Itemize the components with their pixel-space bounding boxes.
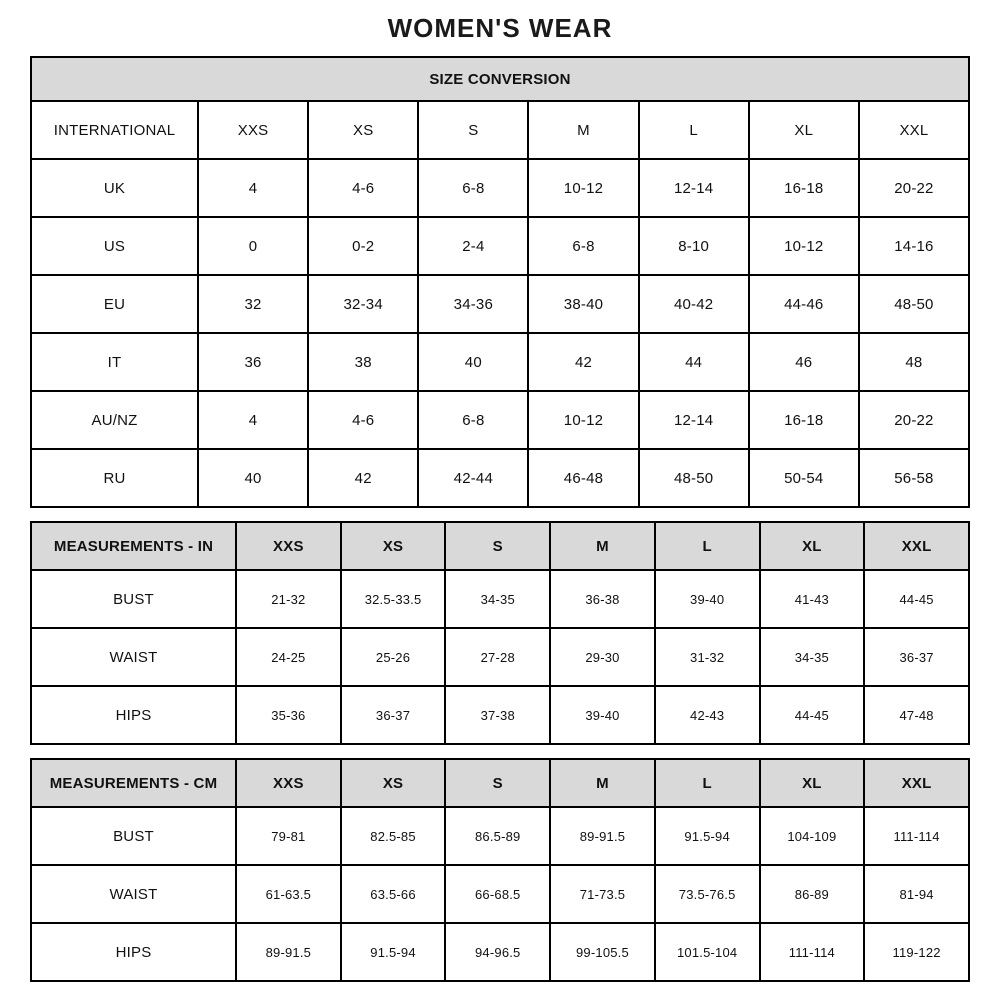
size-conversion-table bbox=[30, 56, 970, 508]
row-label-column-header: INTERNATIONAL bbox=[31, 101, 198, 159]
size-column-header: XL bbox=[760, 522, 865, 570]
value-cell: 12-14 bbox=[639, 159, 749, 217]
value-cell: 44-46 bbox=[749, 275, 859, 333]
value-cell: 47-48 bbox=[864, 686, 969, 744]
value-cell: 31-32 bbox=[655, 628, 760, 686]
value-cell: 39-40 bbox=[655, 570, 760, 628]
value-cell: 82.5-85 bbox=[341, 807, 446, 865]
value-cell: 4 bbox=[198, 391, 308, 449]
value-cell: 16-18 bbox=[749, 159, 859, 217]
row-label: WAIST bbox=[31, 865, 236, 923]
value-cell: 36 bbox=[198, 333, 308, 391]
measurements-in-table bbox=[30, 521, 970, 745]
value-cell: 24-25 bbox=[236, 628, 341, 686]
measurements-cm-table bbox=[30, 758, 970, 982]
size-column-header: XS bbox=[341, 522, 446, 570]
value-cell: 99-105.5 bbox=[550, 923, 655, 981]
value-cell: 42-44 bbox=[418, 449, 528, 507]
value-cell: 36-38 bbox=[550, 570, 655, 628]
row-label: EU bbox=[31, 275, 198, 333]
value-cell: 91.5-94 bbox=[655, 807, 760, 865]
size-column-header: XXS bbox=[198, 101, 308, 159]
table-title-row bbox=[31, 57, 969, 101]
value-cell: 32 bbox=[198, 275, 308, 333]
value-cell: 66-68.5 bbox=[445, 865, 550, 923]
value-cell: 6-8 bbox=[418, 391, 528, 449]
value-cell: 4-6 bbox=[308, 159, 418, 217]
table-row bbox=[31, 570, 969, 628]
value-cell: 4-6 bbox=[308, 391, 418, 449]
table-row bbox=[31, 333, 969, 391]
value-cell: 50-54 bbox=[749, 449, 859, 507]
row-label: BUST bbox=[31, 807, 236, 865]
row-label: AU/NZ bbox=[31, 391, 198, 449]
value-cell: 40 bbox=[198, 449, 308, 507]
size-column-header: M bbox=[528, 101, 638, 159]
value-cell: 63.5-66 bbox=[341, 865, 446, 923]
value-cell: 41-43 bbox=[760, 570, 865, 628]
table-title: SIZE CONVERSION bbox=[31, 57, 969, 101]
table-row bbox=[31, 923, 969, 981]
value-cell: 86.5-89 bbox=[445, 807, 550, 865]
column-header-row bbox=[31, 522, 969, 570]
column-header-row bbox=[31, 101, 969, 159]
value-cell: 12-14 bbox=[639, 391, 749, 449]
row-label: WAIST bbox=[31, 628, 236, 686]
value-cell: 86-89 bbox=[760, 865, 865, 923]
value-cell: 37-38 bbox=[445, 686, 550, 744]
table-row bbox=[31, 686, 969, 744]
row-label-column-header: MEASUREMENTS - IN bbox=[31, 522, 236, 570]
value-cell: 56-58 bbox=[859, 449, 969, 507]
value-cell: 0-2 bbox=[308, 217, 418, 275]
row-label: US bbox=[31, 217, 198, 275]
value-cell: 94-96.5 bbox=[445, 923, 550, 981]
size-column-header: XS bbox=[341, 759, 446, 807]
size-column-header: XXL bbox=[864, 522, 969, 570]
value-cell: 48-50 bbox=[639, 449, 749, 507]
value-cell: 38 bbox=[308, 333, 418, 391]
value-cell: 73.5-76.5 bbox=[655, 865, 760, 923]
value-cell: 0 bbox=[198, 217, 308, 275]
row-label: IT bbox=[31, 333, 198, 391]
table-row bbox=[31, 865, 969, 923]
value-cell: 61-63.5 bbox=[236, 865, 341, 923]
value-cell: 34-36 bbox=[418, 275, 528, 333]
value-cell: 20-22 bbox=[859, 159, 969, 217]
table-row bbox=[31, 391, 969, 449]
table-row bbox=[31, 807, 969, 865]
value-cell: 14-16 bbox=[859, 217, 969, 275]
value-cell: 34-35 bbox=[445, 570, 550, 628]
value-cell: 39-40 bbox=[550, 686, 655, 744]
row-label: RU bbox=[31, 449, 198, 507]
value-cell: 48-50 bbox=[859, 275, 969, 333]
value-cell: 44-45 bbox=[864, 570, 969, 628]
value-cell: 91.5-94 bbox=[341, 923, 446, 981]
size-column-header: M bbox=[550, 522, 655, 570]
size-column-header: XL bbox=[760, 759, 865, 807]
value-cell: 29-30 bbox=[550, 628, 655, 686]
size-column-header: XXL bbox=[859, 101, 969, 159]
value-cell: 42-43 bbox=[655, 686, 760, 744]
value-cell: 36-37 bbox=[864, 628, 969, 686]
row-label: BUST bbox=[31, 570, 236, 628]
value-cell: 10-12 bbox=[528, 159, 638, 217]
value-cell: 38-40 bbox=[528, 275, 638, 333]
size-column-header: XXS bbox=[236, 759, 341, 807]
size-column-header: M bbox=[550, 759, 655, 807]
value-cell: 4 bbox=[198, 159, 308, 217]
value-cell: 6-8 bbox=[418, 159, 528, 217]
size-column-header: XXL bbox=[864, 759, 969, 807]
size-column-header: S bbox=[445, 522, 550, 570]
value-cell: 46-48 bbox=[528, 449, 638, 507]
table-row bbox=[31, 628, 969, 686]
row-label-column-header: MEASUREMENTS - CM bbox=[31, 759, 236, 807]
size-column-header: L bbox=[639, 101, 749, 159]
value-cell: 40-42 bbox=[639, 275, 749, 333]
size-column-header: S bbox=[445, 759, 550, 807]
value-cell: 79-81 bbox=[236, 807, 341, 865]
value-cell: 16-18 bbox=[749, 391, 859, 449]
value-cell: 48 bbox=[859, 333, 969, 391]
value-cell: 6-8 bbox=[528, 217, 638, 275]
value-cell: 71-73.5 bbox=[550, 865, 655, 923]
value-cell: 111-114 bbox=[760, 923, 865, 981]
value-cell: 40 bbox=[418, 333, 528, 391]
size-column-header: XS bbox=[308, 101, 418, 159]
column-header-row bbox=[31, 759, 969, 807]
value-cell: 111-114 bbox=[864, 807, 969, 865]
row-label: HIPS bbox=[31, 923, 236, 981]
size-column-header: L bbox=[655, 522, 760, 570]
table-row bbox=[31, 449, 969, 507]
value-cell: 44-45 bbox=[760, 686, 865, 744]
value-cell: 27-28 bbox=[445, 628, 550, 686]
size-column-header: L bbox=[655, 759, 760, 807]
table-row bbox=[31, 275, 969, 333]
value-cell: 21-32 bbox=[236, 570, 341, 628]
value-cell: 104-109 bbox=[760, 807, 865, 865]
size-column-header: XXS bbox=[236, 522, 341, 570]
value-cell: 46 bbox=[749, 333, 859, 391]
value-cell: 25-26 bbox=[341, 628, 446, 686]
page-title: WOMEN'S WEAR bbox=[387, 13, 613, 43]
value-cell: 10-12 bbox=[749, 217, 859, 275]
table-row bbox=[31, 159, 969, 217]
value-cell: 10-12 bbox=[528, 391, 638, 449]
value-cell: 89-91.5 bbox=[550, 807, 655, 865]
row-label: UK bbox=[31, 159, 198, 217]
size-column-header: S bbox=[418, 101, 528, 159]
value-cell: 44 bbox=[639, 333, 749, 391]
value-cell: 119-122 bbox=[864, 923, 969, 981]
value-cell: 32-34 bbox=[308, 275, 418, 333]
value-cell: 42 bbox=[308, 449, 418, 507]
value-cell: 35-36 bbox=[236, 686, 341, 744]
value-cell: 42 bbox=[528, 333, 638, 391]
value-cell: 20-22 bbox=[859, 391, 969, 449]
value-cell: 2-4 bbox=[418, 217, 528, 275]
row-label: HIPS bbox=[31, 686, 236, 744]
value-cell: 34-35 bbox=[760, 628, 865, 686]
value-cell: 8-10 bbox=[639, 217, 749, 275]
value-cell: 81-94 bbox=[864, 865, 969, 923]
value-cell: 32.5-33.5 bbox=[341, 570, 446, 628]
value-cell: 89-91.5 bbox=[236, 923, 341, 981]
size-column-header: XL bbox=[749, 101, 859, 159]
table-row bbox=[31, 217, 969, 275]
value-cell: 101.5-104 bbox=[655, 923, 760, 981]
value-cell: 36-37 bbox=[341, 686, 446, 744]
